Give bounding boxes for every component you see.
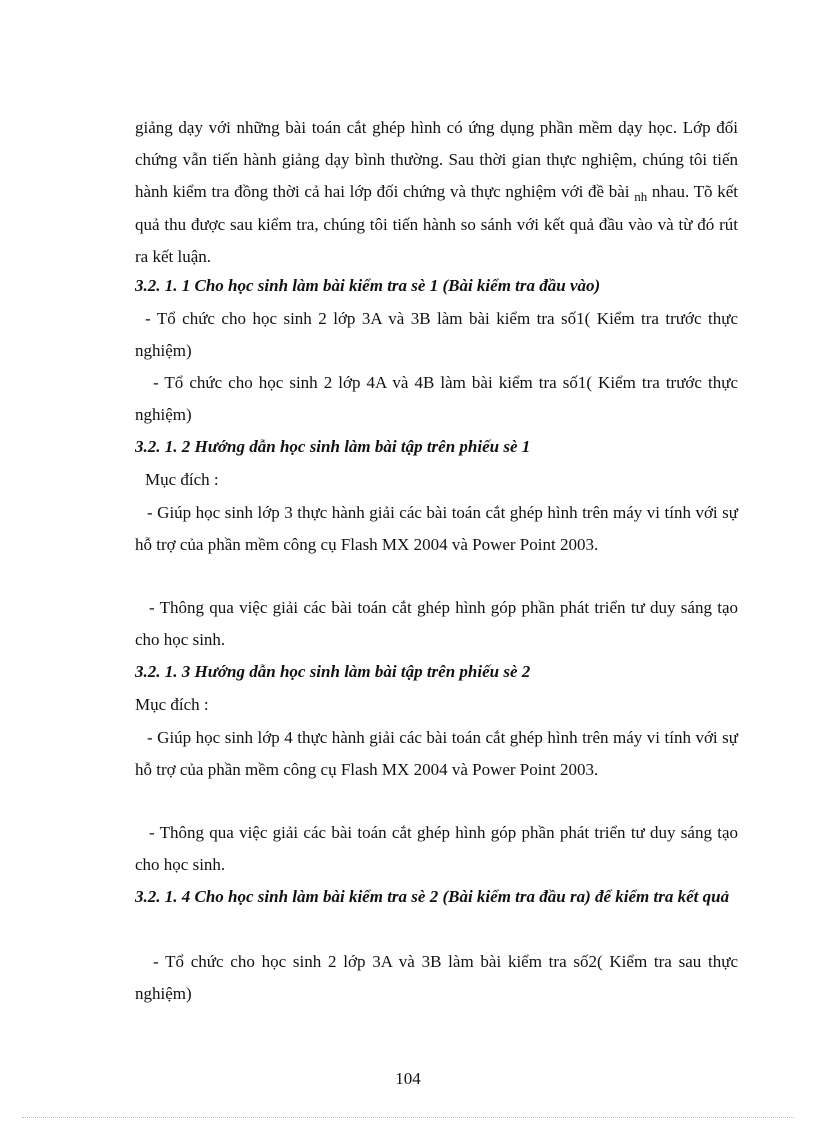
intro-text-part2: nhau. Tõ kết quả thu được sau kiểm tra, chúng tôi tiến hành so sánh với kết quả đầu vào và từ đó rút ra kết luận. bbox=[135, 182, 738, 266]
footer-divider bbox=[22, 1117, 794, 1118]
page-number: 104 bbox=[395, 1069, 421, 1088]
section-heading-1: 3.2. 1. 1 Cho học sinh làm bài kiểm tra sè 1 (Bài kiểm tra đầu vào) bbox=[135, 276, 601, 295]
intro-paragraph bbox=[135, 112, 738, 273]
section3-bullet-2: - Thông qua việc giải các bài toán cắt ghép hình góp phần phát triển tư duy sáng tạo cho học sinh. bbox=[135, 823, 738, 874]
intro-text-part1: giảng dạy với những bài toán cắt ghép hình có ứng dụng phần mềm dạy học. Lớp đối chứng vẫn tiến hành giảng dạy bình thường. Sau thời gian thực nghiệm, chúng tôi tiến hành kiểm tra đồng thời cả hai lớp đối chứng và thực nghiệm với đề bài bbox=[135, 118, 738, 201]
section2-bullet-2: - Thông qua việc giải các bài toán cắt ghép hình góp phần phát triển tư duy sáng tạo cho học sinh. bbox=[135, 598, 738, 649]
section3-bullet-1: - Giúp học sinh lớp 4 thực hành giải các bài toán cắt ghép hình trên máy vi tính với sự hỗ trợ của phần mềm công cụ Flash MX 2004 và Power Point 2003. bbox=[135, 728, 738, 779]
section2-purpose: Mục đích : bbox=[145, 470, 219, 489]
section-heading-4: 3.2. 1. 4 Cho học sinh làm bài kiểm tra sè 2 (Bài kiểm tra đầu ra) để kiểm tra kết quả bbox=[135, 887, 730, 906]
intro-small-text: nh bbox=[634, 189, 648, 204]
section2-bullet-1: - Giúp học sinh lớp 3 thực hành giải các bài toán cắt ghép hình trên máy vi tính với sự hỗ trợ của phần mềm công cụ Flash MX 2004 và Power Point 2003. bbox=[135, 503, 738, 554]
section4-bullet-1: - Tổ chức cho học sinh 2 lớp 3A và 3B làm bài kiểm tra số2( Kiểm tra sau thực nghiệm) bbox=[135, 952, 738, 1003]
section1-bullet-1: - Tổ chức cho học sinh 2 lớp 3A và 3B làm bài kiểm tra số1( Kiểm tra trước thực nghiệm) bbox=[135, 309, 738, 360]
section1-bullet-2: - Tổ chức cho học sinh 2 lớp 4A và 4B làm bài kiểm tra số1( Kiểm tra trước thực nghiệm) bbox=[135, 373, 738, 424]
section3-purpose: Mục đích : bbox=[135, 695, 209, 714]
section-heading-3: 3.2. 1. 3 Hướng dẫn học sinh làm bài tập trên phiếu sè 2 bbox=[135, 662, 531, 681]
section-heading-2: 3.2. 1. 2 Hướng dẫn học sinh làm bài tập trên phiếu sè 1 bbox=[135, 437, 531, 456]
